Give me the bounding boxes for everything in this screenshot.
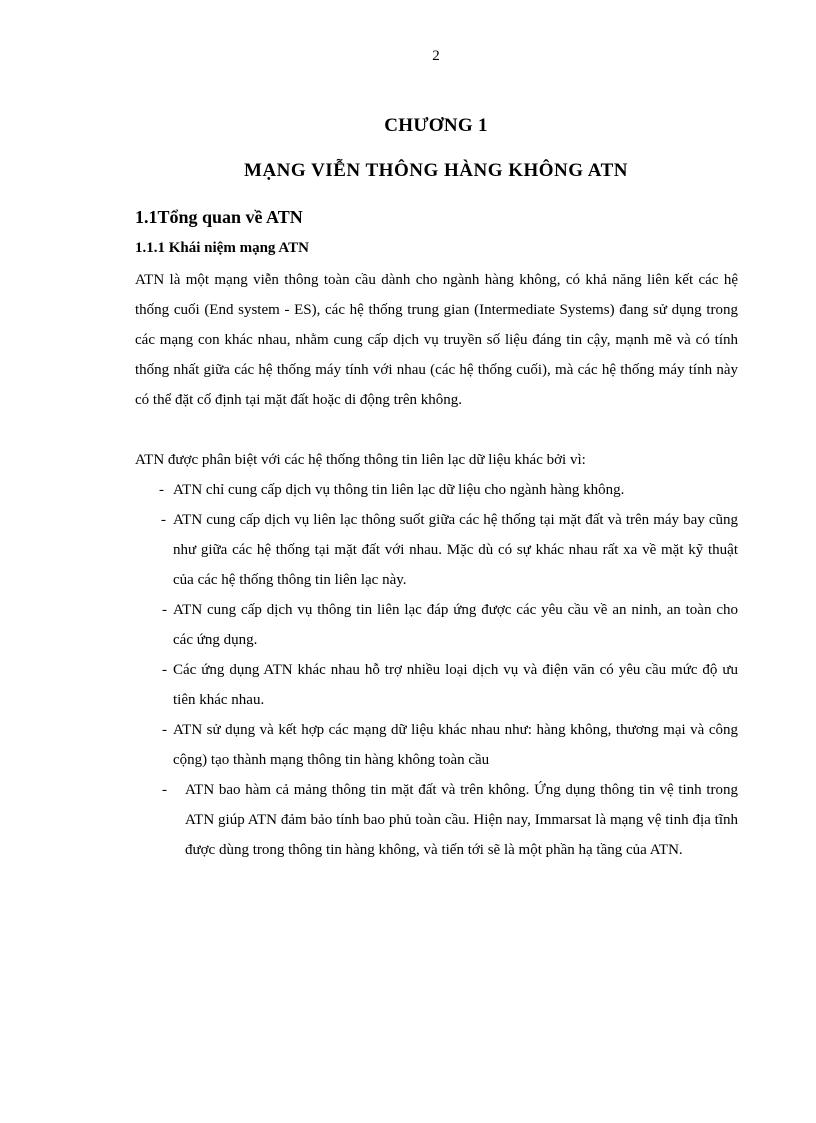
subsection-heading: 1.1.1 Khái niệm mạng ATN	[135, 240, 309, 256]
list-item	[135, 505, 738, 595]
list-item	[135, 715, 738, 775]
bullet-marker: -	[162, 722, 167, 738]
bullet-list	[135, 475, 738, 865]
intro-paragraph: ATN là một mạng viễn thông toàn cầu dành cho ngành hàng không, có khả năng liên kết các hệ thống cuối (End system - ES), các hệ thống trung gian (Intermediate Systems) đang sử dụng trong các mạng con khác nhau, nhằm cung cấp dịch vụ truyền số liệu đáng tin cậy, mạnh mẽ và có tính thống nhất giữa các hệ thống máy tính với nhau (các hệ thống cuối), mà các hệ thống máy tính này có thể đặt cố định tại mặt đất hoặc di động trên không.	[135, 272, 738, 408]
bullet-marker: -	[162, 782, 167, 798]
list-item	[135, 775, 738, 865]
chapter-label: CHƯƠNG 1	[384, 115, 488, 136]
list-item	[135, 595, 738, 655]
list-item	[135, 655, 738, 715]
bullet-marker: -	[161, 512, 166, 528]
list-item	[135, 475, 738, 505]
page-number: 2	[432, 48, 440, 64]
list-item-text: ATN chỉ cung cấp dịch vụ thông tin liên lạc dữ liệu cho ngành hàng không.	[173, 482, 625, 498]
lead-sentence: ATN được phân biệt với các hệ thống thông tin liên lạc dữ liệu khác bởi vì:	[135, 452, 586, 468]
list-item-text: Các ứng dụng ATN khác nhau hỗ trợ nhiều loại dịch vụ và điện văn có yêu cầu mức độ ưu tiên khác nhau.	[173, 662, 738, 708]
bullet-marker: -	[159, 482, 164, 498]
list-item-text: ATN cung cấp dịch vụ thông tin liên lạc đáp ứng được các yêu cầu về an ninh, an toàn cho các ứng dụng.	[173, 602, 738, 648]
list-item-text: ATN sử dụng và kết hợp các mạng dữ liệu khác nhau như: hàng không, thương mại và công cộng) tạo thành mạng thông tin hàng không toàn cầu	[173, 722, 738, 768]
section-heading: 1.1Tổng quan về ATN	[135, 207, 303, 227]
bullet-marker: -	[162, 662, 167, 678]
list-item-text: ATN bao hàm cả mảng thông tin mặt đất và trên không. Ứng dụng thông tin vệ tinh trong ATN giúp ATN đảm bảo tính bao phủ toàn cầu. Hiện nay, Immarsat là mạng vệ tinh địa tĩnh được dùng trong thông tin hàng không, và tiến tới sẽ là một phần hạ tầng của ATN.	[185, 782, 738, 858]
chapter-title: MẠNG VIỄN THÔNG HÀNG KHÔNG ATN	[244, 160, 628, 181]
list-item-text: ATN cung cấp dịch vụ liên lạc thông suốt giữa các hệ thống tại mặt đất và trên máy bay cũng như giữa các hệ thống tại mặt đất với nhau. Mặc dù có sự khác nhau rất xa về mặt kỹ thuật của các hệ thống thông tin liên lạc này.	[173, 512, 738, 588]
bullet-marker: -	[162, 602, 167, 618]
